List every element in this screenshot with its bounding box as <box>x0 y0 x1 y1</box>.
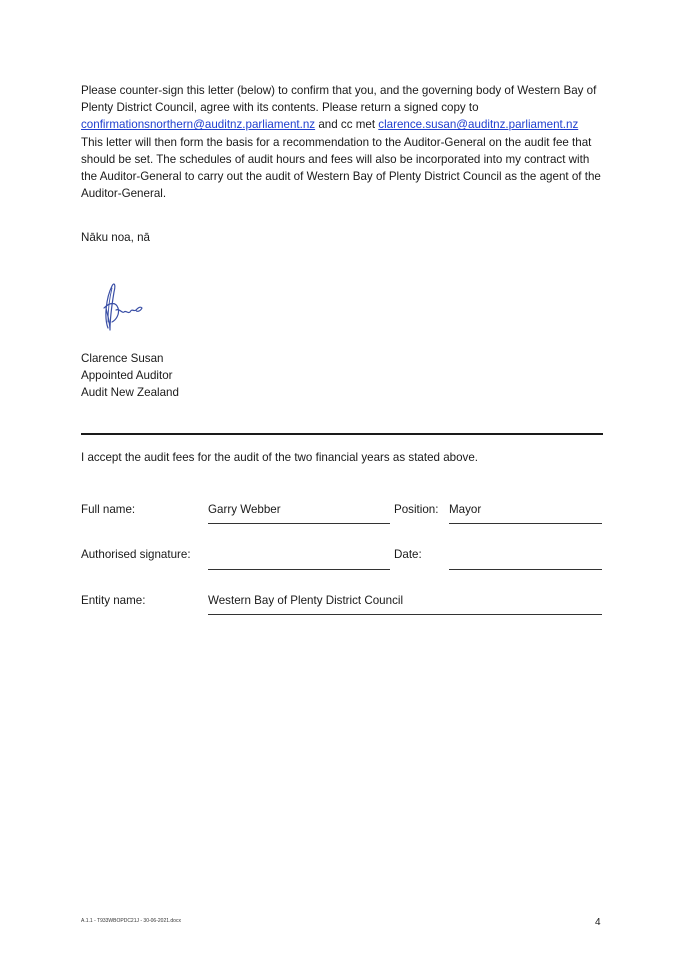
date-field-line <box>449 569 602 570</box>
full-name-field-line <box>208 523 390 524</box>
signer-title: Appointed Auditor <box>81 369 173 383</box>
email-link-confirmations[interactable]: confirmationsnorthern@auditnz.parliament.nz <box>81 118 316 132</box>
date-label: Date: <box>394 548 422 561</box>
signer-block <box>81 350 179 402</box>
position-field-line <box>449 523 602 524</box>
email-link-auditor[interactable]: clarence.susan@auditnz.parliament.nz <box>378 118 579 132</box>
acceptance-statement: I accept the audit fees for the audit of the two financial years as stated above. <box>81 451 479 464</box>
paragraph-part2: This letter will then form the basis for a recommendation to the Auditor-General on the audit fee that should be set. The schedules of audit hours and fees will also be incorporated into my contract with the Auditor-General to carry out the audit of Western Bay of Plenty District Council as the agent of the Auditor-General. <box>81 135 601 201</box>
position-value[interactable]: Mayor <box>449 503 482 516</box>
signature-label: Authorised signature: <box>81 548 191 561</box>
entity-label: Entity name: <box>81 594 146 607</box>
signer-name: Clarence Susan <box>81 352 164 365</box>
full-name-label: Full name: <box>81 503 136 516</box>
signoff: Nāku noa, nā <box>81 231 150 244</box>
signature-field-line <box>208 569 390 570</box>
paragraph-part1: Please counter-sign this letter (below) to confirm that you, and the governing body of Western Bay of Plenty District Council, agree with its contents. Please return a signed copy to <box>81 84 597 115</box>
footer-document-id: A.1.1 - T933WBOPDC21J - 30-06-2021.docx <box>81 918 181 924</box>
signer-organisation: Audit New Zealand <box>81 386 179 400</box>
letter-paragraph <box>81 82 606 202</box>
page-number: 4 <box>595 917 601 928</box>
full-name-value[interactable]: Garry Webber <box>208 503 281 516</box>
entity-value[interactable]: Western Bay of Plenty District Council <box>208 594 404 607</box>
handwritten-signature-image <box>96 278 148 338</box>
entity-field-line <box>208 614 602 615</box>
letter-body <box>81 82 606 202</box>
section-divider <box>81 433 603 435</box>
position-label: Position: <box>394 503 439 516</box>
cc-text: and cc met <box>318 118 376 132</box>
